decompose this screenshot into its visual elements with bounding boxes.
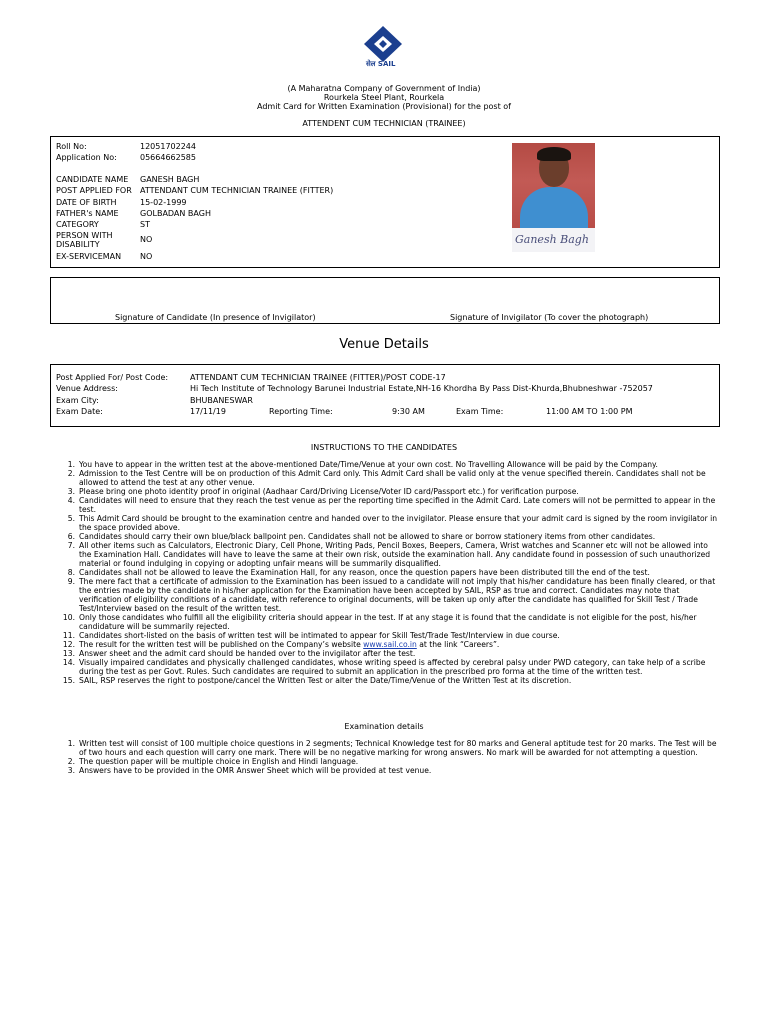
exserviceman-label: EX-SERVICEMAN [56, 252, 122, 261]
category-value: ST [140, 220, 150, 229]
application-value: 05664662585 [140, 153, 196, 162]
pwd-label-1: PERSON WITH [56, 231, 113, 240]
list-item: 1. You have to appear in the written test at the above-mentioned Date/Time/Venue at your own cost. No Travelling Allowance will be paid by the Company. [67, 460, 658, 469]
list-item: 2. Admission to the Test Centre will be on production of this Admit Card only. This Admit Card shall be valid only at the venue specified therein. Candidates shall not be allowed to attend the test at any other venue. [67, 469, 706, 487]
post-heading: ATTENDENT CUM TECHNICIAN (TRAINEE) [302, 119, 466, 128]
reporting-time-value: 9:30 AM [392, 407, 425, 416]
list-item: 12. The result for the written test will be published on the Company’s website www.sail.co.in at the link “Careers”. [62, 640, 500, 649]
exam-city-label: Exam City: [56, 396, 99, 405]
roll-label: Roll No: [56, 142, 87, 151]
list-item: 15. SAIL, RSP reserves the right to postpone/cancel the Written Test or alter the Date/Time/Venue of the Written Test at its discretion. [62, 676, 572, 685]
list-item: 2. The question paper will be multiple choice in English and Hindi language. [67, 757, 359, 766]
father-value: GOLBADAN BAGH [140, 209, 211, 218]
reporting-time-label: Reporting Time: [269, 407, 333, 416]
exserviceman-value: NO [140, 252, 153, 261]
candidate-photo [512, 143, 595, 228]
exam-date-label: Exam Date: [56, 407, 103, 416]
application-label: Application No: [56, 153, 117, 162]
instructions-title: INSTRUCTIONS TO THE CANDIDATES [310, 443, 458, 452]
venue-address-value: Hi Tech Institute of Technology Barunei Industrial Estate,NH-16 Khordha By Pass Dist-Khurda,Bhubneshwar -752057 [190, 384, 653, 393]
instructions-list [62, 460, 721, 685]
logo-text: सेल SAIL [366, 60, 396, 68]
dob-label: DATE OF BIRTH [56, 198, 117, 207]
post-label: POST APPLIED FOR [56, 186, 132, 195]
list-item: 14. Visually impaired candidates and physically challenged candidates, whose writing speed is affected by cerebral palsy under PWD category, can take help of a scribe during the test as per Govt. Rules. Such candidates are required to submit an application in the prescribed pro forma at the time of the written test. [62, 658, 706, 676]
list-item: 7. All other items such as Calculators, Electronic Diary, Cell Phone, Writing Pads, Pencil Boxes, Beepers, Camera, Wrist watches and Scanner etc will not be allowed into the Examination Hall. Candidates will have to leave the same at their own risk, outside the examination hall. Any candidate found in possession of such unauthorized material or found indulging in copying or adopting unfair means will be summarily disqualified. [67, 541, 711, 568]
pwd-value: NO [140, 235, 153, 244]
exam-details-list [67, 739, 721, 775]
exam-time-value: 11:00 AM TO 1:00 PM [546, 407, 633, 416]
list-item: 3. Please bring one photo identity proof in original (Aadhaar Card/Driving License/Voter ID card/Passport etc.) for verification purpose. [67, 487, 579, 496]
company-subtitle: (A Maharatna Company of Government of India) [287, 84, 481, 93]
list-item: 10. Only those candidates who fulfill all the eligibility criteria should appear in the test. If at any stage it is found that the candidate is not eligible for the post, his/her candidature will be summarily rejected. [62, 613, 697, 631]
venue-post-value: ATTENDANT CUM TECHNICIAN TRAINEE (FITTER)/POST CODE-17 [190, 373, 446, 382]
name-label: CANDIDATE NAME [56, 175, 129, 184]
list-item: 1. Written test will consist of 100 multiple choice questions in 2 segments; Technical Knowledge test for 80 marks and General aptitude test for 20 marks. The Test will be of two hours and each question will carry one mark. There will be no negative marking for wrong answers. No mark will be awarded for not attempting a question. [67, 739, 717, 757]
post-value: ATTENDANT CUM TECHNICIAN TRAINEE (FITTER) [140, 186, 334, 195]
list-item: 9. The mere fact that a certificate of admission to the Examination has been issued to a candidate will not imply that his/her candidature has been finally cleared, or that the entries made by the candidate in his/her application for the Examination have been accepted by SAIL, RSP as true and correct. Candidates may note that verification of eligibility conditions of a candidate, with reference to original documents, will be taken up only after the candidate has qualified for Skill Test / Trade Test/Interview based on the result of the written test. [67, 577, 716, 613]
invigilator-signature-label: Signature of Invigilator (To cover the photograph) [450, 313, 649, 322]
candidate-signature-image [512, 228, 595, 252]
list-item: 13. Answer sheet and the admit card should be handed over to the invigilator after the test. [62, 649, 416, 658]
plant-name: Rourkela Steel Plant, Rourkela [323, 93, 445, 102]
sail-website-link[interactable]: www.sail.co.in [363, 640, 417, 649]
admit-card-heading: Admit Card for Written Examination (Provisional) for the post of [257, 102, 511, 111]
name-value: GANESH BAGH [140, 175, 200, 184]
exam-city-value: BHUBANESWAR [190, 396, 253, 405]
candidate-signature-label: Signature of Candidate (In presence of Invigilator) [115, 313, 316, 322]
venue-post-label: Post Applied For/ Post Code: [56, 373, 169, 382]
list-item: 6. Candidates should carry their own blue/black ballpoint pen. Candidates shall not be allowed to share or borrow stationery items from other candidates. [67, 532, 656, 541]
list-item: 4. Candidates will need to ensure that they reach the test venue as per the reporting time specified in the Admit Card. Late comers will not be permitted to appear in the test. [67, 496, 716, 514]
pwd-label-2: DISABILITY [56, 240, 100, 249]
list-item: 3. Answers have to be provided in the OMR Answer Sheet which will be provided at test venue. [67, 766, 432, 775]
venue-address-label: Venue Address: [56, 384, 118, 393]
dob-value: 15-02-1999 [140, 198, 187, 207]
roll-value: 12051702244 [140, 142, 196, 151]
exam-date-value: 17/11/19 [190, 407, 226, 416]
exam-time-label: Exam Time: [456, 407, 504, 416]
category-label: CATEGORY [56, 220, 99, 229]
list-item: 5. This Admit Card should be brought to the examination centre and handed over to the invigilator. Please ensure that your admit card is signed by the room invigilator in the space provided above. [67, 514, 718, 532]
signature-text: Ganesh Bagh [515, 233, 589, 246]
exam-details-title: Examination details [344, 722, 424, 731]
venue-title: Venue Details [339, 337, 429, 352]
father-label: FATHER's NAME [56, 209, 119, 218]
list-item: 11. Candidates short-listed on the basis of written test will be intimated to appear for Skill Test/Trade Test/Interview in due course. [62, 631, 560, 640]
list-item: 8. Candidates shall not be allowed to leave the Examination Hall, for any reason, once the question papers have been distributed till the end of the test. [67, 568, 650, 577]
